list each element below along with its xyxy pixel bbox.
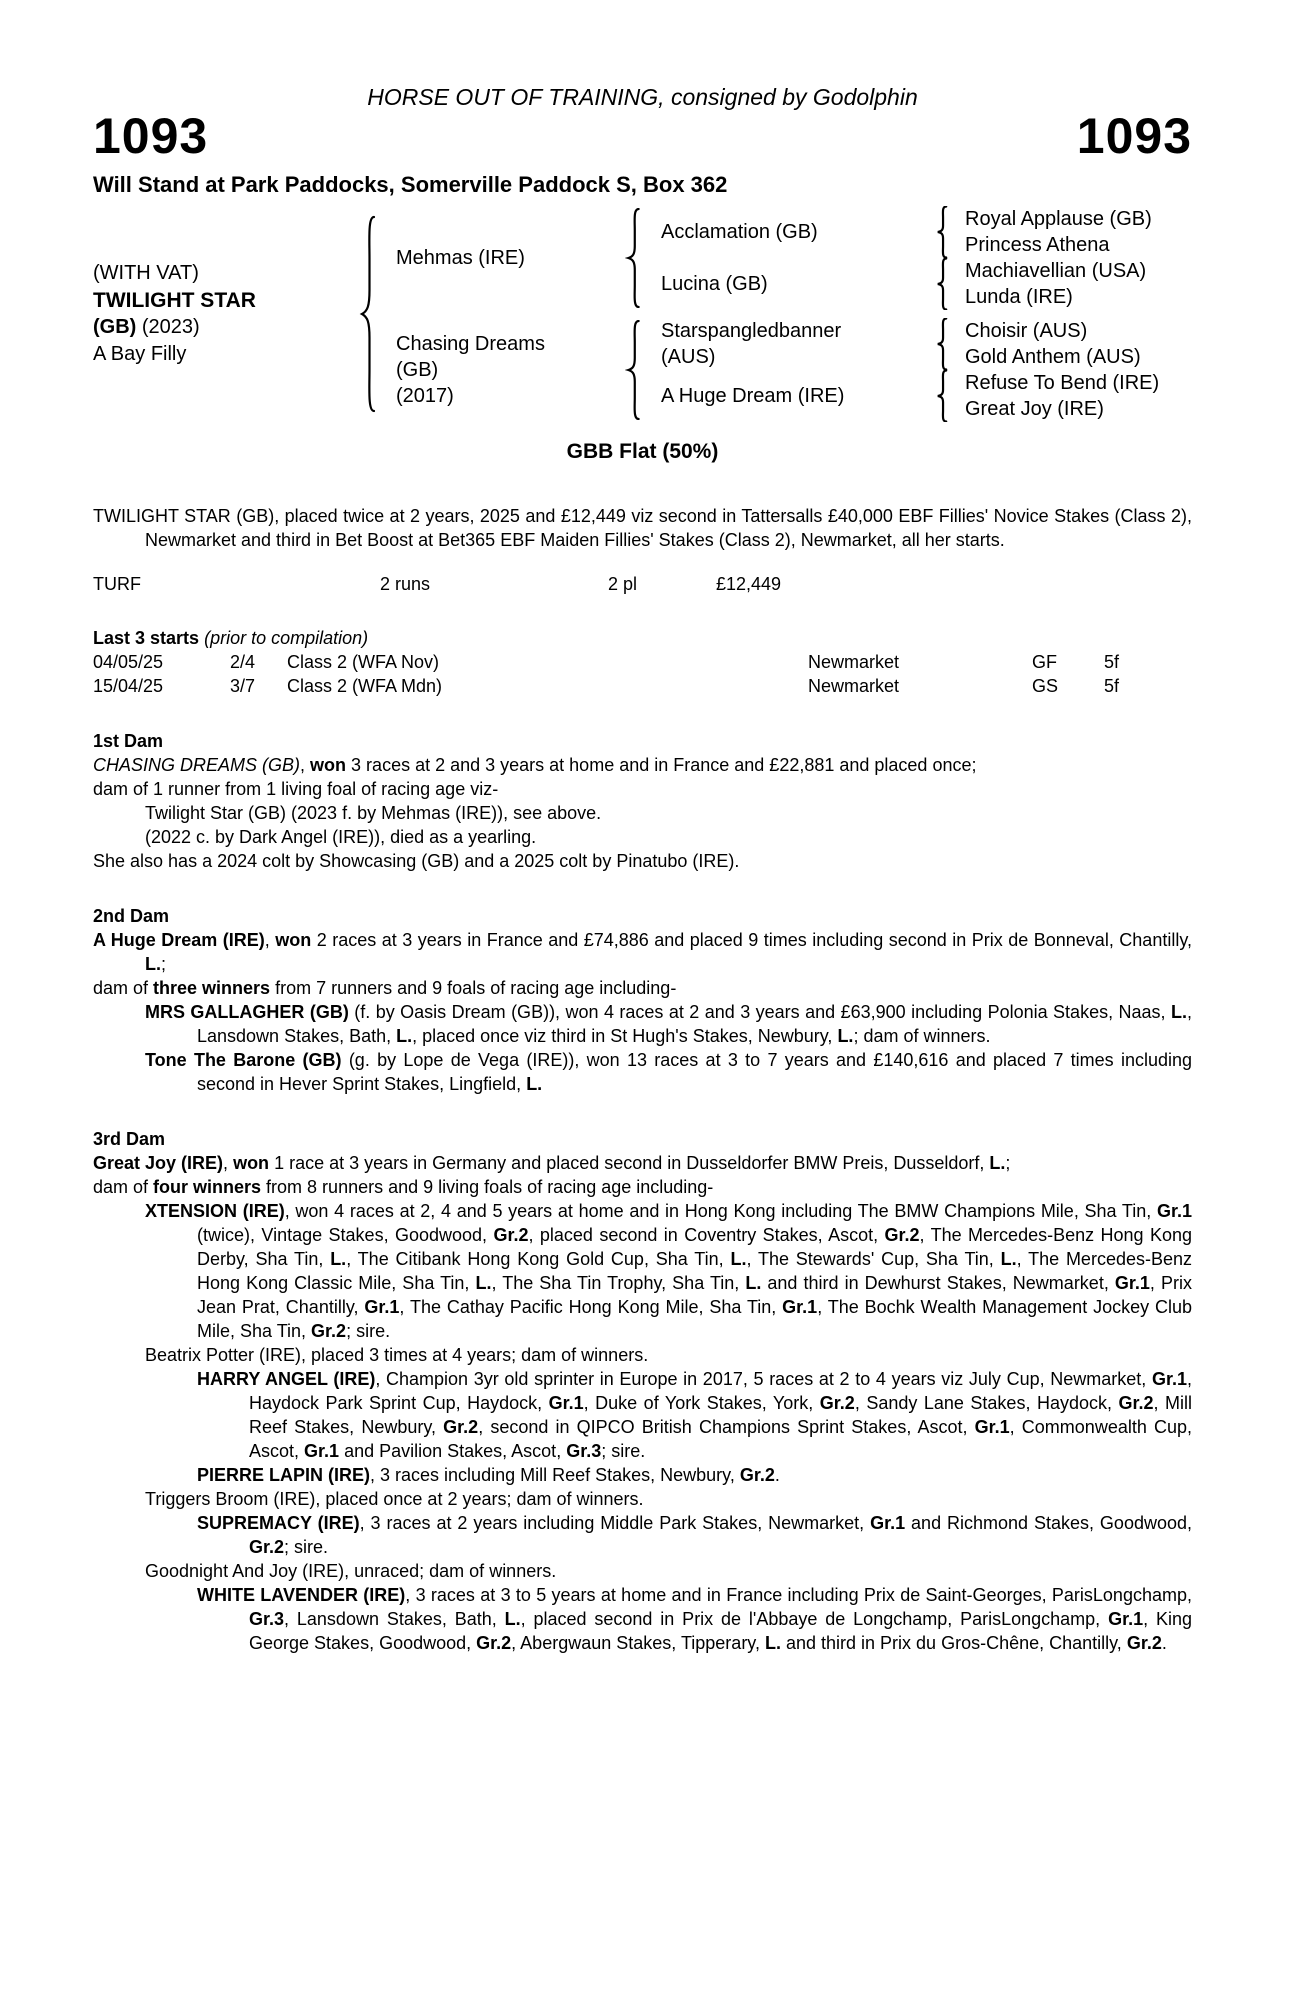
pedigree-name-line: A Huge Dream (IRE) bbox=[661, 385, 845, 407]
last-3-starts-heading: Last 3 starts (prior to compilation) bbox=[93, 628, 369, 648]
pedigree-name-line: Chasing Dreams bbox=[396, 333, 545, 355]
sire-name bbox=[396, 245, 625, 271]
ancestor-name: Gold Anthem (AUS) bbox=[965, 346, 1141, 368]
pedigree-name-line: Acclamation (GB) bbox=[661, 221, 818, 243]
dam-heading: 3rd Dam bbox=[93, 1129, 166, 1149]
race-cell: GS bbox=[1032, 676, 1059, 696]
race-cell: 5f bbox=[1104, 676, 1120, 696]
pedigree-table bbox=[93, 206, 1192, 422]
paragraph: WHITE LAVENDER (IRE), 3 races at 3 to 5 years at home and in France including Prix de Saint-Georges, ParisLongchamp, Gr.3, Lansdown Stakes, Bath, L., placed second in Prix de l'Abbaye de Longchamp, ParisLongchamp, Gr.1, King George Stakes, Goodwood, Gr.2, Abergwaun Stakes, Tipperary, L. and third in Prix du Gros-Chêne, Chantilly, Gr.2. bbox=[197, 1585, 1192, 1653]
race-cell: 15/04/25 bbox=[93, 676, 164, 696]
record-surface: TURF bbox=[93, 574, 141, 594]
pedigree-name-line: (AUS) bbox=[661, 346, 716, 368]
race-cell: 2/4 bbox=[230, 652, 256, 672]
paragraph: Tone The Barone (GB) (g. by Lope de Vega (IRE)), won 13 races at 3 to 7 years and £140,616 and placed 7 times including second in Hever Sprint Stakes, Lingfield, L. bbox=[145, 1050, 1192, 1094]
pedigree-name-line: Starspangledbanner bbox=[661, 320, 842, 342]
dam-section-1 bbox=[93, 729, 1192, 873]
paragraph: PIERRE LAPIN (IRE), 3 races including Mill Reef Stakes, Newbury, Gr.2. bbox=[197, 1465, 780, 1485]
pedigree-brace-icon bbox=[358, 215, 396, 413]
paragraph: dam of four winners from 8 runners and 9 living foals of racing age including- bbox=[93, 1177, 714, 1197]
race-cell: 3/7 bbox=[230, 676, 256, 696]
gbb-scheme-line: GBB Flat (50%) bbox=[566, 440, 719, 463]
race-cell: GF bbox=[1032, 652, 1057, 672]
sire-dam-name bbox=[661, 271, 935, 297]
ancestor-name: Machiavellian (USA) bbox=[965, 260, 1147, 282]
race-cell: 5f bbox=[1104, 652, 1120, 672]
sire-sire-name bbox=[661, 219, 935, 245]
ancestor-name: Choisir (AUS) bbox=[965, 320, 1088, 342]
dam-section-2 bbox=[93, 904, 1192, 1096]
paragraph: dam of three winners from 7 runners and 9 foals of racing age including- bbox=[93, 978, 677, 998]
dam-family bbox=[396, 318, 1192, 422]
race-record-summary bbox=[93, 504, 1192, 552]
dam-sire-unit bbox=[661, 318, 1192, 370]
sire-dam-unit bbox=[661, 258, 1192, 310]
race-cell: Newmarket bbox=[808, 652, 900, 672]
paragraph: HARRY ANGEL (IRE), Champion 3yr old sprinter in Europe in 2017, 5 races at 2 to 4 years viz July Cup, Newmarket, Gr.1, Haydock Park Sprint Cup, Haydock, Gr.1, Duke of York Stakes, York, Gr.2, Sandy Lane Stakes, Haydock, Gr.2, Mill Reef Stakes, Newbury, Gr.2, second in QIPCO British Champions Sprint Stakes, Ascot, Gr.1, Commonwealth Cup, Ascot, Gr.1 and Pavilion Stakes, Ascot, Gr.3; sire. bbox=[197, 1369, 1193, 1461]
record-runs: 2 runs bbox=[380, 574, 431, 594]
lot-number-right: 1093 bbox=[1076, 108, 1192, 164]
paragraph: Triggers Broom (IRE), placed once at 2 years; dam of winners. bbox=[145, 1489, 644, 1509]
record-earnings: £12,449 bbox=[716, 574, 782, 594]
pedigree-brace-icon bbox=[625, 320, 661, 420]
pedigree-name-line: (GB) bbox=[396, 359, 439, 381]
ancestor-name: Lunda (IRE) bbox=[965, 286, 1073, 308]
paragraph: CHASING DREAMS (GB), won 3 races at 2 and 3 years at home and in France and £22,881 and placed once; bbox=[93, 755, 977, 775]
stand-location-line: Will Stand at Park Paddocks, Somerville Paddock S, Box 362 bbox=[93, 172, 728, 197]
vat-note: (WITH VAT) bbox=[93, 262, 199, 284]
paragraph: dam of 1 runner from 1 living foal of racing age viz- bbox=[93, 779, 499, 799]
paragraph: (2022 c. by Dark Angel (IRE)), died as a yearling. bbox=[145, 827, 537, 847]
paragraph: Twilight Star (GB) (2023 f. by Mehmas (IRE)), see above. bbox=[145, 803, 602, 823]
dam-name bbox=[396, 331, 625, 409]
dam-dam-name bbox=[661, 383, 935, 409]
pedigree-name-line: Lucina (GB) bbox=[661, 273, 768, 295]
career-record-row bbox=[93, 572, 1192, 596]
pedigree-brace-icon bbox=[935, 258, 965, 310]
paragraph: SUPREMACY (IRE), 3 races at 2 years including Middle Park Stakes, Newmarket, Gr.1 and Richmond Stakes, Goodwood, Gr.2; sire. bbox=[197, 1513, 1192, 1557]
page-title: HORSE OUT OF TRAINING, consigned by Godolphin bbox=[367, 84, 918, 110]
sire-family bbox=[396, 206, 1192, 310]
paragraph: A Huge Dream (IRE), won 2 races at 3 years in France and £74,886 and placed 9 times including second in Prix de Bonneval, Chantilly, L.; bbox=[93, 930, 1192, 974]
race-row bbox=[93, 650, 1192, 674]
horse-name: TWILIGHT STAR bbox=[93, 289, 256, 312]
race-cell: Class 2 (WFA Mdn) bbox=[287, 676, 443, 696]
horse-description: A Bay Filly bbox=[93, 343, 187, 365]
paragraph: Beatrix Potter (IRE), placed 3 times at 4 years; dam of winners. bbox=[145, 1345, 649, 1365]
paragraph: XTENSION (IRE), won 4 races at 2, 4 and 5 years at home and in Hong Kong including The BMW Champions Mile, Sha Tin, Gr.1 (twice), Vintage Stakes, Goodwood, Gr.2, placed second in Coventry Stakes, Ascot, Gr.2, The Mercedes-Benz Hong Kong Derby, Sha Tin, L., The Citibank Hong Kong Gold Cup, Sha Tin, L., The Stewards' Cup, Sha Tin, L., The Mercedes-Benz Hong Kong Classic Mile, Sha Tin, L., The Sha Tin Trophy, Sha Tin, L. and third in Dewhurst Stakes, Newmarket, Gr.1, Prix Jean Prat, Chantilly, Gr.1, The Cathay Pacific Hong Kong Mile, Sha Tin, Gr.1, The Bochk Wealth Management Jockey Club Mile, Sha Tin, Gr.2; sire. bbox=[145, 1201, 1192, 1341]
lot-number-left: 1093 bbox=[93, 108, 209, 164]
dam-sire-name bbox=[661, 318, 935, 370]
paragraph: TWILIGHT STAR (GB), placed twice at 2 years, 2025 and £12,449 viz second in Tattersalls £40,000 EBF Fillies' Novice Stakes (Class 2), Newmarket and third in Bet Boost at Bet365 EBF Maiden Fillies' Stakes (Class 2), Newmarket, all her starts. bbox=[93, 506, 1192, 550]
dam-heading: 2nd Dam bbox=[93, 906, 170, 926]
race-cell: 04/05/25 bbox=[93, 652, 164, 672]
pedigree-brace-icon bbox=[935, 206, 965, 258]
lot-number-row bbox=[93, 108, 1192, 164]
catalogue-page bbox=[93, 0, 1192, 1655]
dam-heading: 1st Dam bbox=[93, 731, 164, 751]
dam-dam-unit bbox=[661, 370, 1192, 422]
pedigree-name-line: (2017) bbox=[396, 385, 454, 407]
paragraph: Goodnight And Joy (IRE), unraced; dam of winners. bbox=[145, 1561, 557, 1581]
ancestor-name: Royal Applause (GB) bbox=[965, 208, 1152, 230]
race-row bbox=[93, 674, 1192, 698]
pedigree-subject bbox=[93, 260, 358, 368]
horse-suffix-year: (GB) (2023) bbox=[93, 316, 200, 338]
last-3-starts bbox=[93, 626, 1192, 698]
race-cell: Newmarket bbox=[808, 676, 900, 696]
ancestor-name: Great Joy (IRE) bbox=[965, 398, 1104, 420]
race-cell: Class 2 (WFA Nov) bbox=[287, 652, 440, 672]
dam-section-3 bbox=[93, 1127, 1192, 1655]
paragraph: Great Joy (IRE), won 1 race at 3 years in Germany and placed second in Dusseldorfer BMW Preis, Dusseldorf, L.; bbox=[93, 1153, 1011, 1173]
ancestor-name: Refuse To Bend (IRE) bbox=[965, 372, 1160, 394]
sire-sire-unit bbox=[661, 206, 1192, 258]
paragraph: MRS GALLAGHER (GB) (f. by Oasis Dream (GB)), won 4 races at 2 and 3 years and £63,900 including Polonia Stakes, Naas, L., Lansdown Stakes, Bath, L., placed once viz third in St Hugh's Stakes, Newbury, L.; dam of winners. bbox=[145, 1002, 1192, 1046]
pedigree-brace-icon bbox=[625, 208, 661, 308]
pedigree-name-line: Mehmas (IRE) bbox=[396, 247, 525, 269]
pedigree-brace-icon bbox=[935, 370, 965, 422]
record-placed: 2 pl bbox=[608, 574, 638, 594]
ancestor-name: Princess Athena bbox=[965, 234, 1110, 256]
pedigree-brace-icon bbox=[935, 318, 965, 370]
paragraph: She also has a 2024 colt by Showcasing (GB) and a 2025 colt by Pinatubo (IRE). bbox=[93, 851, 740, 871]
last-3-starts-table bbox=[93, 650, 1192, 698]
